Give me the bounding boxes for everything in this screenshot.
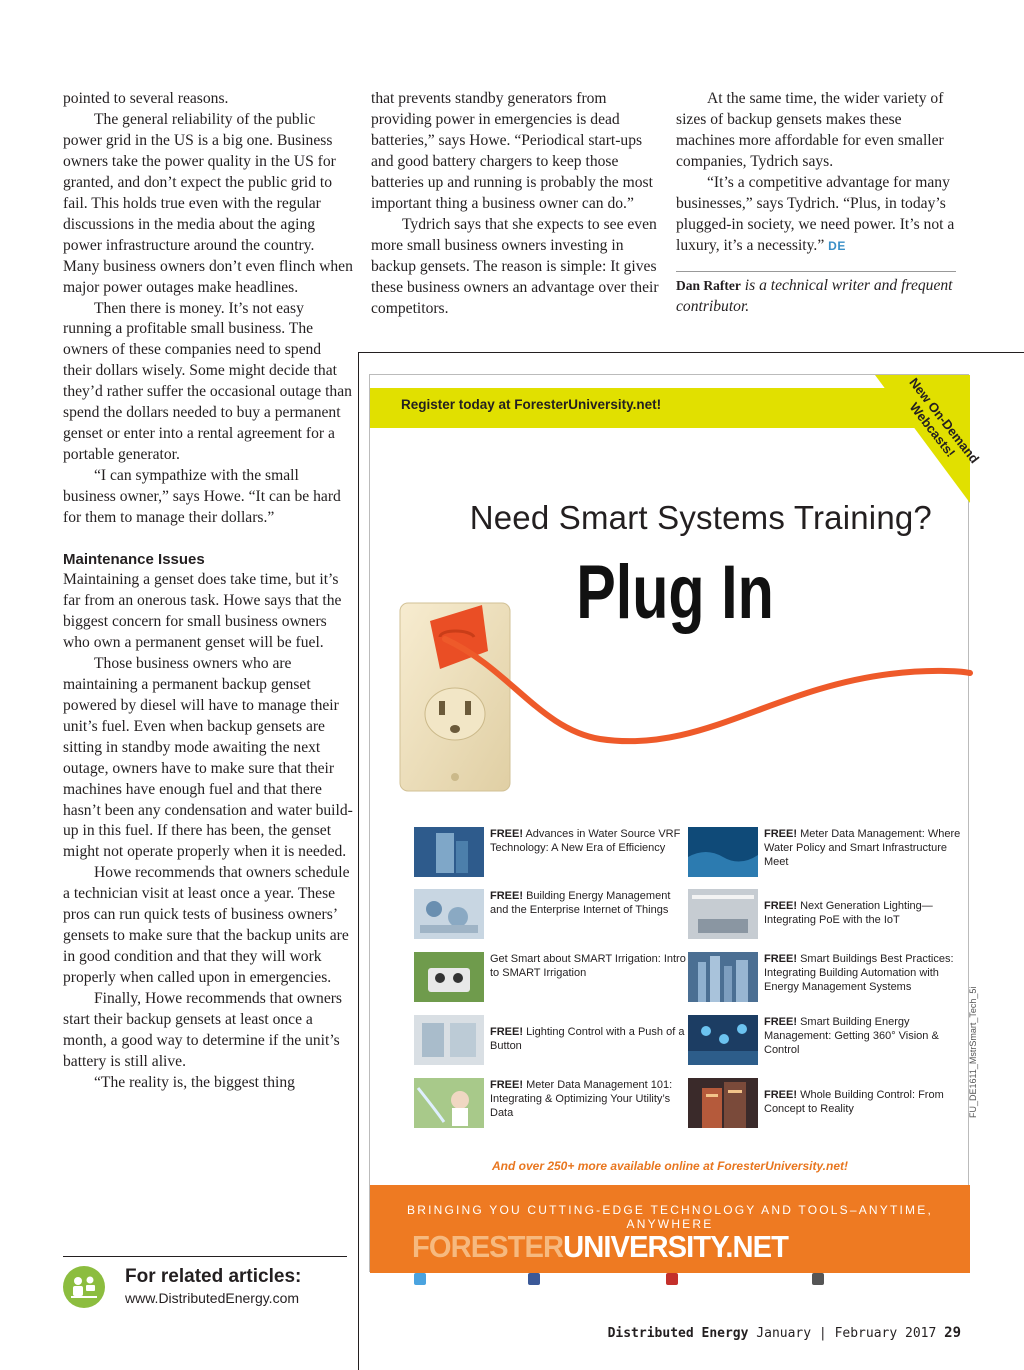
related-divider <box>63 1256 347 1257</box>
social-youtube[interactable]: Subscribe @ ForesterUniversity <box>666 1273 801 1285</box>
ad-tagline: BRINGING YOU CUTTING-EDGE TECHNOLOGY AND TOOLS–ANYTIME, ANYWHERE <box>407 1203 933 1231</box>
related-title: For related articles: <box>125 1266 302 1287</box>
paragraph: “The reality is, the biggest thing <box>94 1073 295 1091</box>
paragraph: Maintaining a genset does take time, but it’s far from an onerous task. Howe says that the biggest concern for small business owners who own a permanent genset will be fuel. <box>63 571 342 651</box>
free-label: FREE! <box>490 1079 523 1091</box>
social-googleplus[interactable]: Add us @ Forester.University <box>812 1273 938 1285</box>
offer-thumbnail <box>688 1015 758 1065</box>
offer-thumbnail <box>414 952 484 1002</box>
paragraph: that prevents standby generators from providing power in emergencies is dead batteries,” says Howe. “Periodical start-ups and good battery chargers to keep those batteries up and running is probably the most important thing a business owner can do.” <box>371 90 653 212</box>
outlet-illustration <box>370 589 970 819</box>
offer-title: Advances in Water Source VRF Technology: A New Era of Efficiency <box>490 828 681 854</box>
ad-plug-in: Plug In <box>576 550 774 635</box>
free-label: FREE! <box>764 900 797 912</box>
register-link[interactable]: Register today at ForesterUniversity.net! <box>401 397 662 412</box>
author-bio-text: is a technical writer and frequent contributor. <box>676 276 953 315</box>
people-icon <box>63 1266 105 1308</box>
offer-title: Smart Buildings Best Practices: Integrating Building Automation with Energy Management Systems <box>764 953 954 993</box>
issue-date: January | February 2017 <box>756 1326 937 1341</box>
offer-thumbnail <box>688 1078 758 1128</box>
more-courses-link[interactable]: And over 250+ more available online at ForesterUniversity.net! <box>491 1159 848 1173</box>
section-subhead: Maintenance Issues <box>63 551 205 569</box>
facebook-icon <box>528 1273 540 1285</box>
offer-thumbnail <box>414 827 484 877</box>
offer-item[interactable] <box>688 952 968 1004</box>
paragraph: Tydrich says that she expects to see even more small business owners investing in backup gensets. The reason is simple: It gives these business owners an advantage over their competitors. <box>371 215 659 317</box>
forester-university-logo[interactable]: FORESTERUNIVERSITY.NET <box>412 1229 789 1264</box>
free-label: FREE! <box>764 953 797 965</box>
ad-headline: Need Smart Systems Training? <box>469 499 932 536</box>
end-mark: DE <box>828 238 846 253</box>
offer-title: Building Energy Management and the Enterprise Internet of Things <box>490 890 671 916</box>
page-footer <box>608 1325 961 1341</box>
paragraph <box>676 173 956 257</box>
author-name: Dan Rafter <box>676 277 741 293</box>
offer-item[interactable] <box>414 952 694 1004</box>
corner-banner <box>370 375 970 505</box>
offer-title: Get Smart about SMART Irrigation: Intro to SMART Irrigation <box>490 953 686 979</box>
offer-title: Smart Building Energy Management: Getting 360° Vision & Control <box>764 1016 939 1056</box>
twitter-icon <box>414 1273 426 1285</box>
offer-thumbnail <box>414 889 484 939</box>
offer-item[interactable] <box>414 1078 694 1130</box>
corner-banner-text: New On-Demand Webcasts! <box>906 374 983 467</box>
article-column-1 <box>63 89 353 1094</box>
free-label: FREE! <box>490 828 523 840</box>
free-label: FREE! <box>764 1089 797 1101</box>
offer-item[interactable] <box>688 827 968 879</box>
paragraph: The general reliability of the public power grid in the US is a big one. Business owners take the power quality in the US for granted, and don’t expect the public grid to fail. This holds true even with the regular discussions in the media about the aging power infrastructure around the country. Many business owners don’t even flinch when major power outages make headlines. <box>63 110 353 296</box>
paragraph-text: “It’s a competitive advantage for many businesses,” says Tydrich. “Plus, in today’s plugged-in society, we need power. It’s not a luxury, it’s a necessity.” <box>676 173 955 254</box>
offer-item[interactable] <box>688 1015 968 1067</box>
offer-item[interactable] <box>688 889 968 941</box>
ad-top-divider <box>358 352 1024 353</box>
offer-title: Next Generation Lighting—Integrating PoE with the IoT <box>764 900 933 926</box>
offer-item[interactable] <box>414 889 694 941</box>
offer-item[interactable] <box>688 1078 968 1130</box>
paragraph: pointed to several reasons. <box>63 90 229 107</box>
offer-title: Whole Building Control: From Concept to Reality <box>764 1089 944 1115</box>
googleplus-icon <box>812 1273 824 1285</box>
author-bio <box>676 271 956 318</box>
ad-code: FU_DE1611_MstrSmart_Tech_5i <box>968 986 978 1118</box>
publication-name: Distributed Energy <box>607 1326 749 1341</box>
related-link[interactable]: www.DistributedEnergy.com <box>125 1290 300 1306</box>
offer-item[interactable] <box>414 1015 694 1067</box>
offer-thumbnail <box>688 889 758 939</box>
paragraph: Then there is money. It’s not easy running a profitable small business. The owners of these companies need to spend their dollars wisely. Some might decide that they’d rather suffer the occasional outage than spend the dollars needed to buy a permanent genset or enter into a rental agreement for a portable generator. <box>63 299 352 464</box>
offer-title: Meter Data Management 101: Integrating & Optimizing Your Utility’s Data <box>490 1079 673 1119</box>
social-twitter[interactable]: Follow us @ ForesterU <box>414 1273 516 1285</box>
free-label: FREE! <box>490 1026 523 1038</box>
free-label: FREE! <box>490 890 523 902</box>
social-facebook[interactable]: Like us @ Forester.University <box>528 1273 654 1285</box>
offer-thumbnail <box>414 1078 484 1128</box>
offer-title: Meter Data Management: Where Water Policy and Smart Infrastructure Meet <box>764 828 961 868</box>
paragraph: At the same time, the wider variety of sizes of backup gensets makes these machines more affordable for even smaller companies, Tydrich says. <box>676 90 944 170</box>
article-column-3 <box>676 89 956 318</box>
offer-thumbnail <box>414 1015 484 1065</box>
paragraph: Howe recommends that owners schedule a technician visit at least once a year. These pros can run quick tests of business owners’ gensets to make sure that the backup units are in good condition and that they will work properly when called upon in emergencies. <box>63 864 350 987</box>
youtube-icon <box>666 1273 678 1285</box>
offer-item[interactable] <box>414 827 694 879</box>
column-divider <box>358 352 359 1370</box>
paragraph: “I can sympathize with the small business owner,” says Howe. “It can be hard for them to manage their dollars.” <box>63 467 341 527</box>
offer-thumbnail <box>688 952 758 1002</box>
article-column-2 <box>371 89 661 319</box>
paragraph: Finally, Howe recommends that owners start their backup gensets at least once a month, a good way to determine if the unit’s battery is still alive. <box>63 990 342 1070</box>
free-label: FREE! <box>764 828 797 840</box>
free-label: FREE! <box>764 1016 797 1028</box>
offer-thumbnail <box>688 827 758 877</box>
offer-title: Lighting Control with a Push of a Button <box>490 1026 685 1052</box>
paragraph: Those business owners who are maintaining a permanent backup genset powered by diesel will have to manage their unit’s fuel. Even when backup gensets are sitting in standby mode awaiting the next outage, owners have to make sure that their machines have enough fuel and that there hasn’t been any condensation and water build-up in this fuel. If there has been, the genset might not operate properly when it is needed. <box>63 654 353 861</box>
page-number: 29 <box>944 1325 961 1341</box>
